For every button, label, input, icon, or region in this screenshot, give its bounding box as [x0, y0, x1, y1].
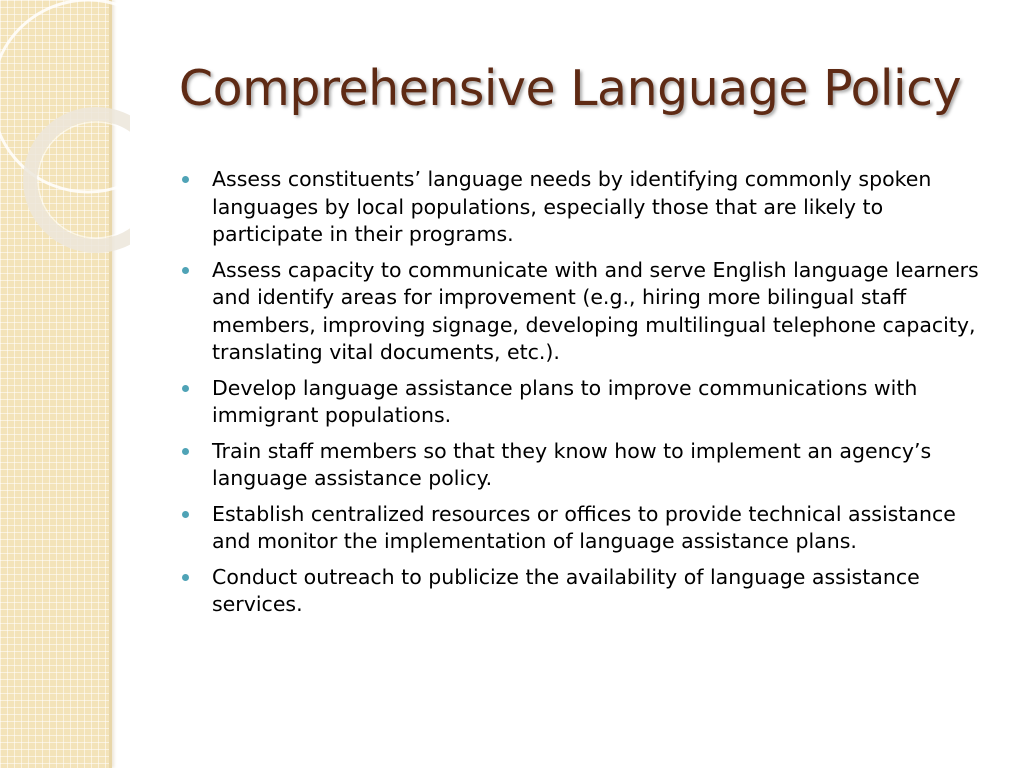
- bullet-item: [180, 257, 992, 367]
- bullet-text: Conduct outreach to publicize the availability of language assistance services.: [212, 564, 920, 616]
- thick-ring: [30, 114, 130, 246]
- bullet-text: Assess constituents’ language needs by identifying commonly spoken languages by local populations, especially those that are likely to participate in their programs.: [212, 167, 932, 246]
- bullet-dot-icon: [182, 385, 189, 392]
- bullet-dot-icon: [182, 267, 189, 274]
- bullet-list: [180, 166, 992, 627]
- bullet-item: [180, 438, 992, 493]
- bullet-item: [180, 564, 992, 619]
- large-ring: [0, 0, 130, 192]
- bullet-text: Assess capacity to communicate with and serve English language learners and identify areas for improvement (e.g., hiring more bilingual staff members, improving signage, developing multilingual telephone capacity, translating vital documents, etc.).: [212, 257, 979, 364]
- bullet-item: [180, 375, 992, 430]
- bullet-text: Develop language assistance plans to improve communications with immigrant populations.: [212, 375, 918, 427]
- bullet-dot-icon: [182, 511, 189, 518]
- bullet-dot-icon: [182, 176, 189, 183]
- bullet-item: [180, 501, 992, 556]
- bullet-dot-icon: [182, 574, 189, 581]
- slide-title: Comprehensive Language Policy: [178, 60, 962, 117]
- bullet-text: Establish centralized resources or offices to provide technical assistance and monitor the implementation of language assistance plans.: [212, 501, 956, 553]
- bullet-item: [180, 166, 992, 249]
- decorative-circles-icon: [0, 0, 130, 260]
- bullet-dot-icon: [182, 448, 189, 455]
- bullet-text: Train staff members so that they know how to implement an agency’s language assistance policy.: [212, 438, 932, 490]
